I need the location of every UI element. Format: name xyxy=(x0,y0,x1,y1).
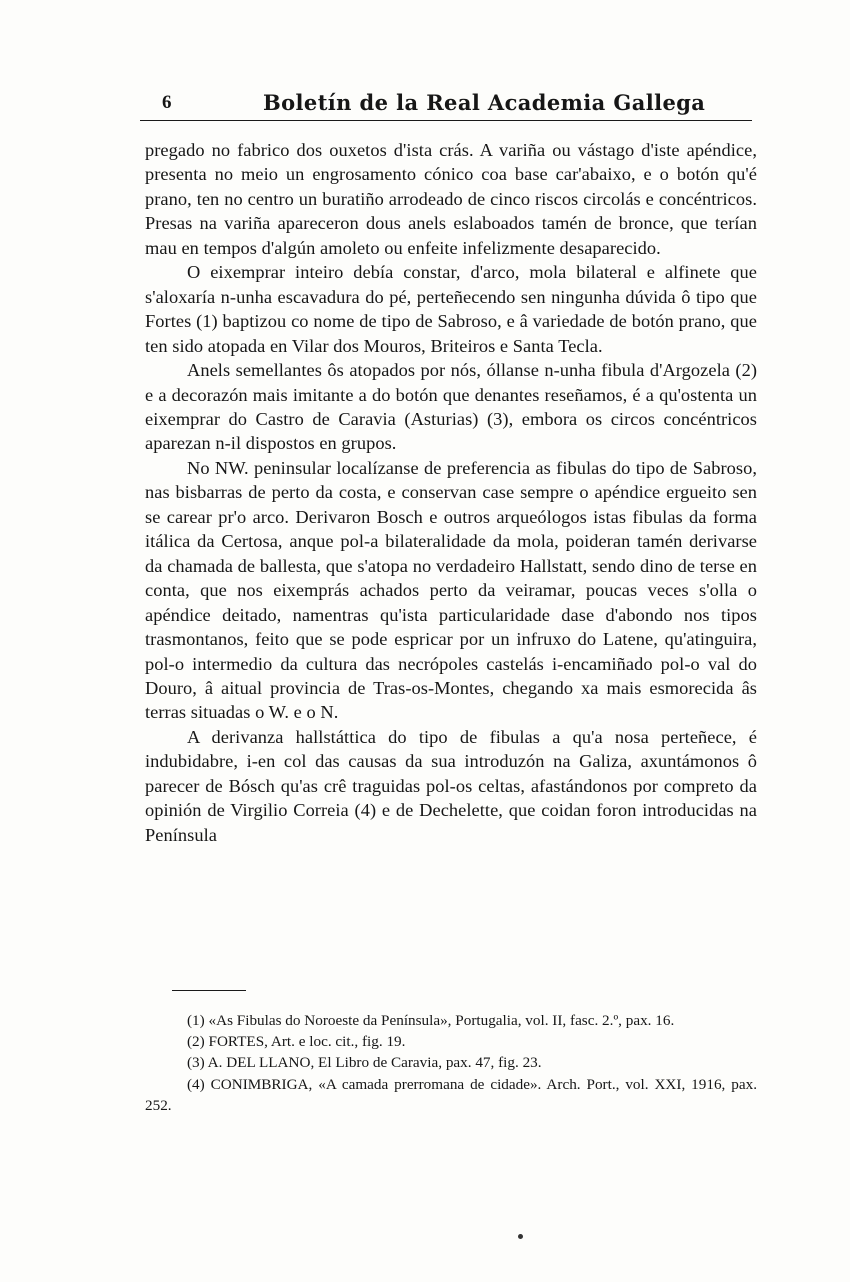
footnote: (4) CONIMBRIGA, «A camada prerromana de cidade». Arch. Port., vol. XXI, 1916, pax. 252. xyxy=(145,1075,757,1114)
footnote-rule xyxy=(172,990,246,991)
paragraph: pregado no fabrico dos ouxetos d'ista crás. A variña ou vástago d'iste apéndice, presenta no meio un engrosamento cónico coa base car'abaixo, e o botón qu'é prano, ten no centro un buratiño arrodeado de cinco riscos circolás e concéntricos. Presas na variña apareceron dous anels eslaboados tamén de bronce, que terían mau en tempos d'algún amoleto ou enfeite infelizmente desaparecido. xyxy=(145,140,757,258)
page-number: 6 xyxy=(162,92,172,113)
footnote: (3) A. DEL LLANO, El Libro de Caravia, pax. 47, fig. 23. xyxy=(187,1054,542,1072)
paragraph: A derivanza hallstáttica do tipo de fibulas a qu'a nosa perteñece, é indubidabre, i-en col das causas da sua introduzón na Galiza, axuntámonos ô parecer de Bósch qu'as crê traguidas pol-os celtas, afastándonos por compreto da opinión de Virgilio Correia (4) e de Dechelette, que coidan foron introducidas na Península xyxy=(145,726,757,845)
footnote: (1) «As Fibulas do Noroeste da Península», Portugalia, vol. II, fasc. 2.º, pax. 16. xyxy=(187,1012,675,1029)
paragraph: Anels semellantes ôs atopados por nós, óllanse n-unha fibula d'Argozela (2) e a decorazón mais imitante a do botón que denantes reseñamos, é a qu'ostenta un eixemprar do Castro de Caravia (Asturias) (3), embora os circos concéntricos aparezan n-il dispostos en grupos. xyxy=(145,360,757,454)
running-head: Boletín de la Real Academia Gallega xyxy=(263,90,706,115)
paragraph: O eixemprar inteiro debía constar, d'arco, mola bilateral e alfinete que s'aloxaría n-unha escavadura do pé, perteñecendo sen ningunha dúvida ô tipo que Fortes (1) baptizou co nome de tipo de Sabroso, e â variedade de botón prano, que ten sido atopada en Vilar dos Mouros, Briteiros e Santa Tecla. xyxy=(145,262,757,356)
ink-speck xyxy=(518,1234,523,1239)
footnotes xyxy=(145,1010,757,1116)
body-text xyxy=(145,138,757,847)
page-header xyxy=(140,90,752,124)
footnote: (2) FORTES, Art. e loc. cit., fig. 19. xyxy=(187,1033,406,1051)
header-rule xyxy=(140,120,752,121)
paragraph: No NW. peninsular localízanse de preferencia as fibulas do tipo de Sabroso, nas bisbarras de perto da costa, e conservan case sempre o apéndice ergueito sen se carear pr'o arco. Derivaron Bosch e outros arqueólogos istas fibulas da forma itálica da Certosa, anque pol-a bilateralidade da mola, poideran tamén derivarse da chamada de ballesta, que s'atopa no verdadeiro Hallstatt, sendo dino de terse en conta, que nos eixemprás achados perto da veiramar, poucas veces s'olla o apéndice deitado, namentras qu'ista particularidade dase d'abondo nos tipos trasmontanos, feito que se pode espricar por un infruxo do Latene, qu'atinguira, pol-o intermedio da cultura das necrópoles castelás i-encamiñado pol-o val do Douro, â aitual provincia de Tras-os-Montes, chegando xa mais esmorecida âs terras situadas o W. e o N. xyxy=(145,457,757,723)
